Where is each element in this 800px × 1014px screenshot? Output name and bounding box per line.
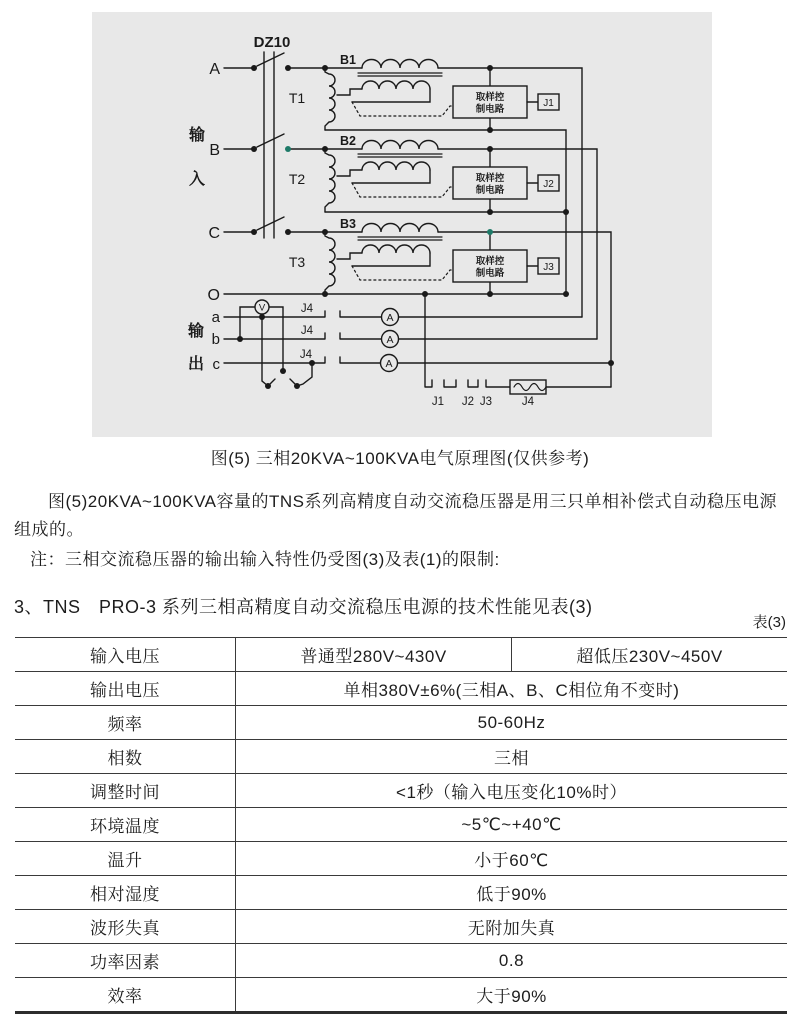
table-row-value: 50-60Hz bbox=[477, 712, 546, 732]
j4-contact-b-label: J4 bbox=[300, 325, 314, 337]
output-label-bottom: 出 bbox=[187, 356, 205, 373]
note-line: 注：三相交流稳压器的输出输入特性仍受图(3)及表(1)的限制: bbox=[30, 550, 500, 569]
contact-j3-label: J3 bbox=[479, 396, 493, 408]
spec-table bbox=[15, 637, 787, 1014]
table-row-label: 调整时间 bbox=[15, 774, 236, 807]
table-row bbox=[15, 671, 787, 705]
contact-j4-label: J4 bbox=[521, 396, 535, 408]
ammeter-a-label: A bbox=[386, 312, 394, 324]
table-row-value: 超低压230V~450V bbox=[511, 638, 787, 671]
b1-primary-coil bbox=[362, 60, 438, 69]
table-row-label: 效率 bbox=[15, 978, 236, 1011]
table-row-value: 小于60℃ bbox=[474, 851, 549, 870]
section-heading: 3、TNS PRO-3 系列三相高精度自动交流稳压电源的技术性能见表(3) bbox=[14, 597, 593, 617]
b3-secondary-leads bbox=[337, 253, 430, 266]
table-row bbox=[15, 943, 787, 977]
b2-label: B2 bbox=[340, 134, 356, 148]
b1-secondary-coil bbox=[362, 81, 430, 89]
input-label-bottom: 入 bbox=[188, 171, 206, 188]
b1-label: B1 bbox=[340, 53, 356, 67]
t1-label: T1 bbox=[288, 90, 306, 106]
b1-secondary-leads bbox=[337, 89, 430, 102]
breaker-label: DZ10 bbox=[253, 34, 291, 51]
control-box-1-line2: 制电路 bbox=[475, 104, 505, 115]
contact-j1-label: J1 bbox=[431, 396, 445, 408]
voltmeter-wiring bbox=[240, 307, 312, 386]
j4-contact-a-label: J4 bbox=[300, 303, 314, 315]
table-row bbox=[15, 841, 787, 875]
relay-j1-label: J1 bbox=[543, 98, 554, 109]
table-row-label: 相对湿度 bbox=[15, 876, 236, 909]
breaker-blade-b bbox=[257, 134, 284, 147]
contact-j2-label: J2 bbox=[461, 396, 475, 408]
table-row-label: 输出电压 bbox=[15, 672, 236, 705]
table-row-value: 0.8 bbox=[498, 950, 525, 970]
out-a-line bbox=[224, 311, 582, 317]
out-c-label: c bbox=[212, 356, 220, 373]
neutral-label: O bbox=[207, 287, 220, 304]
table-row-label: 频率 bbox=[15, 706, 236, 739]
table-row bbox=[15, 739, 787, 773]
b3-core bbox=[358, 237, 442, 240]
out-b-label: b bbox=[211, 331, 220, 348]
phase-a-line bbox=[224, 68, 582, 317]
breaker-blade-c bbox=[257, 217, 284, 230]
table-row-value: ~5℃~+40℃ bbox=[461, 814, 562, 834]
stage-c bbox=[224, 217, 611, 387]
table-row-label: 输入电压 bbox=[15, 638, 236, 671]
ammeter-b-label: A bbox=[386, 334, 394, 346]
control-box-2-line2: 制电路 bbox=[475, 185, 505, 196]
b3-label: B3 bbox=[340, 217, 356, 231]
b1-core bbox=[358, 73, 442, 76]
control-box-2-line1: 取样控 bbox=[475, 173, 505, 184]
t3-coil bbox=[325, 232, 335, 294]
control-box-3-line2: 制电路 bbox=[475, 268, 505, 279]
b3-primary-coil bbox=[362, 224, 438, 233]
phase-c-label: C bbox=[208, 225, 220, 242]
stage-a-feedback-dashed bbox=[352, 102, 453, 116]
b2-secondary-leads bbox=[337, 170, 430, 183]
table-row-label: 功率因素 bbox=[15, 944, 236, 977]
table-row-label: 波形失真 bbox=[15, 910, 236, 943]
relay-j2-label: J2 bbox=[543, 179, 554, 190]
table-row-value: 单相380V±6%(三相A、B、C相位角不变时) bbox=[343, 681, 680, 700]
table-row-value: 普通型280V~430V bbox=[300, 647, 447, 666]
control-box-1-line1: 取样控 bbox=[475, 92, 505, 103]
phase-c-line bbox=[224, 232, 611, 387]
t3-label: T3 bbox=[288, 254, 306, 270]
out-a-label: a bbox=[211, 309, 220, 326]
table-row-value: 低于90% bbox=[476, 885, 547, 904]
table-row bbox=[15, 637, 787, 671]
table-row-label: 温升 bbox=[15, 842, 236, 875]
output-label-top: 输 bbox=[187, 323, 205, 340]
b2-core bbox=[358, 154, 442, 157]
table-row bbox=[15, 807, 787, 841]
t2-label: T2 bbox=[288, 171, 306, 187]
t1-coil bbox=[325, 68, 335, 130]
out-b-line bbox=[224, 333, 597, 339]
input-label-top: 输 bbox=[188, 127, 206, 144]
breaker-blade-a bbox=[257, 53, 284, 66]
stage-b-feedback-dashed bbox=[352, 183, 453, 197]
j4-contact-c-label: J4 bbox=[299, 349, 313, 361]
table-row bbox=[15, 773, 787, 807]
table-row-label: 环境温度 bbox=[15, 808, 236, 841]
j4-coil bbox=[510, 380, 546, 394]
table-row-value: 三相 bbox=[494, 749, 529, 768]
table-tag: 表(3) bbox=[752, 614, 786, 631]
table-row bbox=[15, 875, 787, 909]
b2-secondary-coil bbox=[362, 162, 430, 170]
phase-a-label: A bbox=[209, 61, 220, 78]
t2-coil bbox=[325, 149, 335, 212]
table-row bbox=[15, 705, 787, 739]
out-c-line bbox=[224, 357, 611, 363]
table-row-value: <1秒（输入电压变化10%时） bbox=[396, 783, 627, 802]
stage-c-feedback-dashed bbox=[352, 266, 453, 280]
figure-caption: 图(5) 三相20KVA~100KVA电气原理图(仅供参考) bbox=[210, 449, 590, 468]
ammeter-c-label: A bbox=[385, 358, 393, 370]
table-row-label: 相数 bbox=[15, 740, 236, 773]
table-row bbox=[15, 909, 787, 943]
breaker-linkage bbox=[264, 52, 274, 238]
circuit-diagram bbox=[0, 0, 800, 445]
control-box-3-line1: 取样控 bbox=[475, 256, 505, 267]
b2-primary-coil bbox=[362, 141, 438, 150]
stage-a bbox=[224, 53, 582, 317]
phase-b-label: B bbox=[209, 142, 220, 159]
paragraph: 图(5)20KVA~100KVA容量的TNS系列高精度自动交流稳压器是用三只单相补偿式自动稳压电源组成的。 bbox=[14, 492, 777, 539]
b3-secondary-coil bbox=[362, 245, 430, 253]
teal-dot-b bbox=[285, 146, 291, 152]
relay-contact-bus bbox=[425, 294, 611, 394]
table-row-value: 大于90% bbox=[476, 987, 547, 1006]
teal-dot-c bbox=[487, 229, 493, 235]
voltmeter-label: V bbox=[258, 302, 266, 314]
relay-j3-label: J3 bbox=[543, 262, 554, 273]
table-row-value: 无附加失真 bbox=[467, 919, 556, 938]
